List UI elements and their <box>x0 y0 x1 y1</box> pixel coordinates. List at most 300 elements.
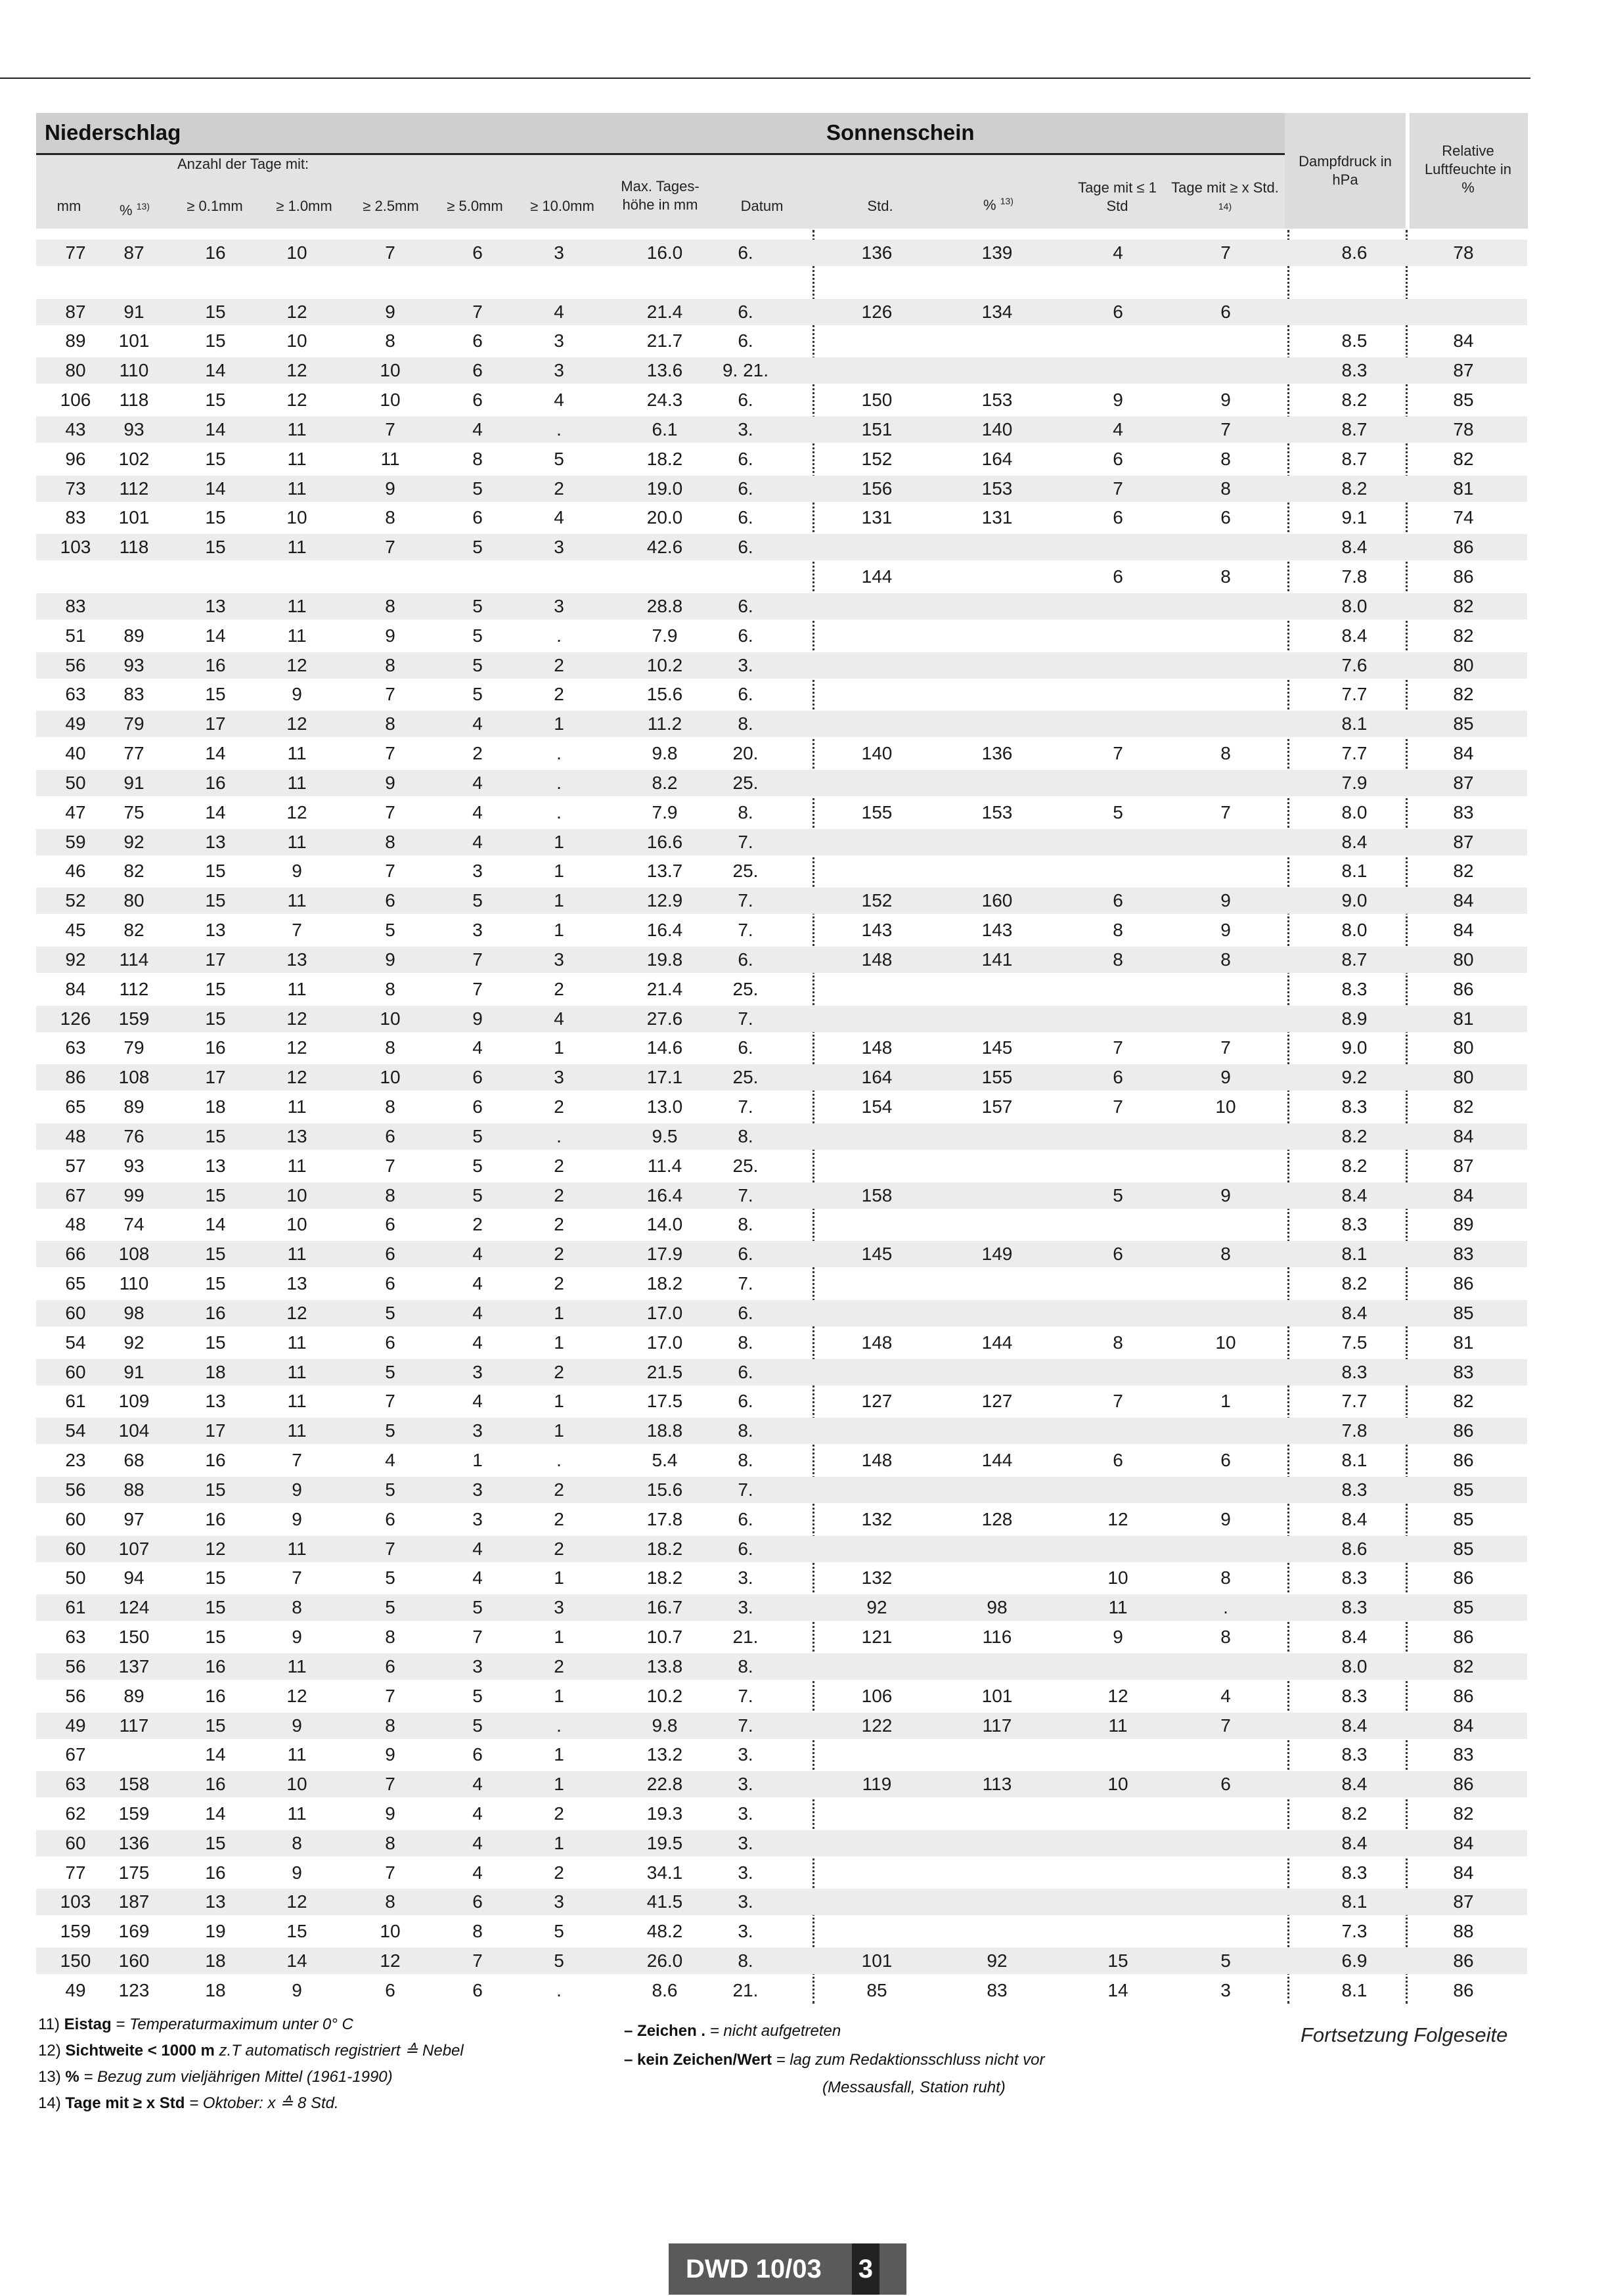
cell-d100: 1 <box>554 1302 564 1323</box>
cell-std: 132 <box>861 1567 893 1588</box>
cell-dampf: 8.2 <box>1341 1155 1368 1176</box>
cell-dampf: 8.6 <box>1341 1538 1368 1559</box>
cell-d01: 15 <box>205 1244 226 1265</box>
cell-feuchte: 86 <box>1453 1450 1474 1471</box>
cell-d50: 1 <box>472 1450 483 1471</box>
cell-d100: 5 <box>554 448 564 469</box>
cell-feuchte: 83 <box>1453 1361 1474 1382</box>
cell-d10: 11 <box>287 772 307 793</box>
cell-max: 10.2 <box>646 1685 683 1706</box>
cell-d100: 2 <box>554 1096 564 1117</box>
cell-d50: 2 <box>472 1214 483 1235</box>
cell-d01: 16 <box>205 1037 226 1058</box>
anzahl-label: Anzahl der Tage mit: <box>177 156 309 172</box>
cell-max: 13.8 <box>646 1655 683 1677</box>
footnote-14: 14) Tage mit ≥ x Std = Oktober: x ≙ 8 Std. <box>38 2094 339 2112</box>
cell-d50: 3 <box>472 1420 483 1441</box>
cell-feuchte: 82 <box>1453 861 1474 882</box>
cell-dampf: 6.9 <box>1341 1950 1368 1971</box>
cell-d100: 2 <box>554 1655 564 1677</box>
cell-max: 8.6 <box>652 1979 678 2000</box>
cell-dampf: 8.3 <box>1341 1361 1368 1382</box>
cell-dampf: 7.7 <box>1341 684 1368 705</box>
col-header-mm: mm <box>56 198 81 214</box>
cell-d50: 5 <box>472 537 483 558</box>
cell-tx: 6 <box>1220 301 1231 322</box>
cell-pct: 91 <box>123 1361 145 1382</box>
cell-d01: 17 <box>205 713 226 734</box>
cell-mm: 62 <box>65 1803 86 1824</box>
cell-d25: 5 <box>385 1567 395 1588</box>
cell-t1: 15 <box>1107 1950 1128 1971</box>
cell-d10: 10 <box>286 242 307 263</box>
cell-max: 9.5 <box>652 1125 678 1146</box>
cell-max: 13.2 <box>646 1744 683 1765</box>
cell-mm: 61 <box>65 1597 86 1618</box>
cell-d10: 11 <box>287 478 307 499</box>
cell-d100: 3 <box>554 1067 564 1088</box>
cell-tx: 8 <box>1220 1627 1231 1647</box>
cell-d100: 1 <box>554 1420 564 1441</box>
cell-feuchte: 84 <box>1453 890 1474 911</box>
cell-spct: 164 <box>981 448 1013 469</box>
cell-d50: 3 <box>472 861 483 882</box>
cell-d10: 9 <box>292 1715 302 1736</box>
cell-dampf: 7.3 <box>1341 1921 1368 1942</box>
cell-t1: 7 <box>1113 743 1123 764</box>
cell-tx: 9 <box>1220 890 1231 911</box>
cell-std: 136 <box>861 242 893 263</box>
cell-mm: 150 <box>60 1950 91 1971</box>
col-header-d50: ≥ 5.0mm <box>447 198 503 214</box>
cell-mm: 54 <box>65 1332 86 1353</box>
cell-d10: 10 <box>286 1184 307 1205</box>
col-header-d10: ≥ 1.0mm <box>276 198 332 214</box>
cell-pct: 160 <box>118 1950 150 1971</box>
cell-dampf: 9.0 <box>1341 890 1368 911</box>
cell-dampf: 8.4 <box>1341 1184 1368 1205</box>
cell-t1: 10 <box>1107 1774 1128 1795</box>
cell-spct: 149 <box>981 1244 1013 1265</box>
cell-d100: 2 <box>554 1155 564 1176</box>
cell-tx: 9 <box>1220 920 1231 941</box>
cell-max: 17.9 <box>646 1244 683 1265</box>
cell-pct: 112 <box>119 978 149 999</box>
cell-d50: 4 <box>472 831 483 852</box>
cell-tx: 4 <box>1220 1685 1231 1706</box>
cell-d25: 9 <box>385 301 395 322</box>
cell-d50: 6 <box>472 1744 483 1765</box>
cell-max: 18.8 <box>646 1420 683 1441</box>
cell-d10: 11 <box>287 1803 307 1824</box>
cell-d100: 2 <box>554 1244 564 1265</box>
cell-feuchte: 86 <box>1453 1979 1474 2000</box>
cell-d100: 2 <box>554 1361 564 1382</box>
cell-d25: 10 <box>380 1921 401 1942</box>
cell-d25: 7 <box>385 801 395 822</box>
top-rule <box>0 78 1530 79</box>
cell-datum: 8. <box>738 1125 753 1146</box>
cell-d01: 16 <box>205 1302 226 1323</box>
cell-d25: 6 <box>385 1332 395 1353</box>
cell-d25: 9 <box>385 949 395 970</box>
cell-d10: 11 <box>287 978 307 999</box>
cell-d25: 8 <box>385 507 395 528</box>
cell-pct: 89 <box>123 1685 145 1706</box>
cell-datum: 6. <box>738 1508 753 1529</box>
cell-d100: 3 <box>554 1597 564 1618</box>
cell-max: 16.7 <box>646 1597 683 1618</box>
cell-mm: 60 <box>65 1538 86 1559</box>
cell-d100: 4 <box>554 301 564 322</box>
cell-max: 17.8 <box>646 1508 683 1529</box>
cell-d25: 8 <box>385 1715 395 1736</box>
cell-d01: 15 <box>205 1567 226 1588</box>
cell-d01: 15 <box>205 978 226 999</box>
cell-max: 9.8 <box>652 743 678 764</box>
cell-datum: 7. <box>738 831 753 852</box>
cell-d100: . <box>556 772 562 793</box>
cell-dampf: 9.0 <box>1341 1037 1368 1058</box>
cell-pct: 93 <box>123 1155 145 1176</box>
cell-tx: 6 <box>1220 507 1231 528</box>
cell-mm: 50 <box>65 772 86 793</box>
cell-datum: 7. <box>738 1008 753 1029</box>
cell-mm: 60 <box>65 1508 86 1529</box>
cell-d10: 10 <box>286 330 307 351</box>
cell-feuchte: 84 <box>1453 743 1474 764</box>
cell-feuchte: 81 <box>1453 1008 1474 1029</box>
cell-spct: 101 <box>981 1685 1013 1706</box>
cell-pct: 175 <box>118 1862 150 1883</box>
cell-pct: 104 <box>118 1420 150 1441</box>
cell-datum: 8. <box>738 1950 753 1971</box>
cell-max: 13.7 <box>646 861 683 882</box>
cell-mm: 63 <box>65 1774 86 1795</box>
cell-max: 28.8 <box>646 595 683 616</box>
cell-d01: 13 <box>205 1155 226 1176</box>
col-header-d01: ≥ 0.1mm <box>187 198 243 214</box>
cell-datum: 6. <box>738 1037 753 1058</box>
cell-d01: 15 <box>205 1008 226 1029</box>
cell-dampf: 9.1 <box>1341 507 1368 528</box>
cell-d25: 12 <box>380 1950 401 1971</box>
cell-d50: 6 <box>472 1891 483 1912</box>
cell-d01: 16 <box>205 1450 226 1471</box>
cell-max: 19.8 <box>646 949 683 970</box>
cell-spct: 139 <box>981 242 1013 263</box>
cell-tx: 8 <box>1220 743 1231 764</box>
cell-feuchte: 80 <box>1453 654 1474 675</box>
cell-mm: 60 <box>65 1361 86 1382</box>
cell-max: 18.2 <box>646 1538 683 1559</box>
cell-d50: 4 <box>472 713 483 734</box>
cell-mm: 61 <box>65 1391 86 1412</box>
cell-dampf: 8.1 <box>1341 1891 1368 1912</box>
cell-tx: 8 <box>1220 949 1231 970</box>
cell-spct: 153 <box>981 478 1013 499</box>
cell-d10: 13 <box>286 1273 307 1294</box>
cell-feuchte: 74 <box>1453 507 1474 528</box>
cell-t1: 6 <box>1113 1450 1123 1471</box>
cell-dampf: 8.3 <box>1341 1597 1368 1618</box>
cell-d50: 6 <box>472 390 483 411</box>
cell-datum: 3. <box>738 1567 753 1588</box>
cell-std: 140 <box>861 743 893 764</box>
cell-d50: 6 <box>472 242 483 263</box>
cell-max: 9.8 <box>652 1715 678 1736</box>
cell-dampf: 8.4 <box>1341 625 1368 646</box>
cell-spct: 128 <box>981 1508 1013 1529</box>
cell-d100: 1 <box>554 1744 564 1765</box>
cell-tx: 10 <box>1215 1096 1236 1117</box>
cell-mm: 23 <box>65 1450 86 1471</box>
cell-dampf: 8.2 <box>1341 1803 1368 1824</box>
cell-max: 15.6 <box>646 684 683 705</box>
cell-mm: 56 <box>65 1685 86 1706</box>
cell-d50: 9 <box>472 1008 483 1029</box>
cell-max: 48.2 <box>646 1921 683 1942</box>
cell-d01: 15 <box>205 390 226 411</box>
cell-feuchte: 83 <box>1453 801 1474 822</box>
cell-mm: 54 <box>65 1420 86 1441</box>
cell-mm: 43 <box>65 418 86 439</box>
cell-d25: 5 <box>385 1302 395 1323</box>
cell-dampf: 8.3 <box>1341 1096 1368 1117</box>
cell-datum: 6. <box>738 1361 753 1382</box>
cell-std: 164 <box>861 1067 893 1088</box>
sonnenschein-rule <box>816 153 1285 155</box>
cell-t1: 6 <box>1113 301 1123 322</box>
cell-t1: 11 <box>1108 1597 1128 1618</box>
cell-tx: 8 <box>1220 1244 1231 1265</box>
cell-t1: 6 <box>1113 1067 1123 1088</box>
cell-d25: 5 <box>385 1361 395 1382</box>
cell-datum: 3. <box>738 1921 753 1942</box>
cell-tx: 7 <box>1220 1037 1231 1058</box>
cell-feuchte: 83 <box>1453 1744 1474 1765</box>
cell-mm: 49 <box>65 1979 86 2000</box>
cell-mm: 67 <box>65 1184 86 1205</box>
cell-d25: 5 <box>385 1479 395 1500</box>
cell-dampf: 8.4 <box>1341 1508 1368 1529</box>
cell-datum: 8. <box>738 1450 753 1471</box>
cell-datum: 25. <box>732 1155 759 1176</box>
cell-max: 21.4 <box>646 301 683 322</box>
cell-d10: 12 <box>286 654 307 675</box>
cell-d01: 14 <box>205 1214 226 1235</box>
cell-mm: 63 <box>65 1037 86 1058</box>
cell-d50: 5 <box>472 654 483 675</box>
cell-mm: 77 <box>65 242 86 263</box>
cell-dampf: 8.1 <box>1341 1450 1368 1471</box>
cell-d10: 12 <box>286 1685 307 1706</box>
cell-t1: 7 <box>1113 1096 1123 1117</box>
cell-d50: 4 <box>472 1244 483 1265</box>
cell-d50: 5 <box>472 890 483 911</box>
cell-dampf: 8.0 <box>1341 595 1368 616</box>
cell-datum: 7. <box>738 1184 753 1205</box>
cell-dampf: 7.8 <box>1341 1420 1368 1441</box>
cell-d25: 8 <box>385 1184 395 1205</box>
cell-feuchte: 85 <box>1453 1538 1474 1559</box>
cell-dampf: 8.4 <box>1341 1715 1368 1736</box>
cell-d50: 7 <box>472 1950 483 1971</box>
cell-d50: 7 <box>472 949 483 970</box>
cell-feuchte: 84 <box>1453 1832 1474 1853</box>
cell-d50: 3 <box>472 1508 483 1529</box>
cell-mm: 65 <box>65 1096 86 1117</box>
cell-feuchte: 80 <box>1453 1067 1474 1088</box>
cell-d10: 9 <box>292 1862 302 1883</box>
cell-dampf: 8.4 <box>1341 1302 1368 1323</box>
cell-dampf: 8.5 <box>1341 330 1368 351</box>
cell-d10: 13 <box>286 949 307 970</box>
cell-d100: 1 <box>554 1685 564 1706</box>
cell-d50: 3 <box>472 1655 483 1677</box>
cell-d10: 11 <box>287 1744 307 1765</box>
cell-t1: 9 <box>1113 390 1123 411</box>
cell-datum: 8. <box>738 713 753 734</box>
cell-d01: 15 <box>205 1184 226 1205</box>
cell-max: 6.1 <box>652 418 678 439</box>
cell-pct: 102 <box>118 448 150 469</box>
cell-d50: 4 <box>472 1302 483 1323</box>
cell-d01: 15 <box>205 861 226 882</box>
cell-std: 92 <box>866 1597 887 1618</box>
cell-max: 8.2 <box>652 772 678 793</box>
cell-d10: 11 <box>287 1655 307 1677</box>
cell-pct: 99 <box>123 1184 145 1205</box>
cell-mm: 126 <box>60 1008 91 1029</box>
cell-d50: 5 <box>472 684 483 705</box>
cell-d10: 12 <box>286 1008 307 1029</box>
continuation-note: Fortsetzung Folgeseite <box>1301 2023 1508 2046</box>
cell-d100: 3 <box>554 1891 564 1912</box>
cell-max: 18.2 <box>646 1567 683 1588</box>
footnote-12: 12) Sichtweite < 1000 m z.T automatisch registriert ≙ Nebel <box>38 2042 464 2060</box>
legend-zeichen: – Zeichen . = nicht aufgetreten <box>624 2022 841 2040</box>
cell-spct: 117 <box>982 1715 1012 1736</box>
cell-pct: 93 <box>123 654 145 675</box>
cell-d100: 2 <box>554 978 564 999</box>
cell-tx: 9 <box>1220 1067 1231 1088</box>
cell-datum: 3. <box>738 418 753 439</box>
cell-d50: 4 <box>472 1862 483 1883</box>
cell-d01: 14 <box>205 625 226 646</box>
cell-mm: 80 <box>65 360 86 381</box>
cell-d50: 6 <box>472 330 483 351</box>
cell-mm: 63 <box>65 1627 86 1647</box>
cell-d25: 6 <box>385 1508 395 1529</box>
cell-std: 148 <box>861 949 893 970</box>
cell-d25: 8 <box>385 330 395 351</box>
cell-d01: 15 <box>205 1125 226 1146</box>
cell-t1: 8 <box>1113 920 1123 941</box>
cell-mm: 89 <box>65 330 86 351</box>
cell-d01: 13 <box>205 920 226 941</box>
cell-feuchte: 81 <box>1453 1332 1474 1353</box>
cell-d10: 11 <box>287 743 307 764</box>
cell-d25: 7 <box>385 1391 395 1412</box>
cell-spct: 145 <box>981 1037 1013 1058</box>
cell-datum: 6. <box>738 330 753 351</box>
cell-d50: 7 <box>472 1627 483 1647</box>
cell-max: 19.3 <box>646 1803 683 1824</box>
cell-pct: 118 <box>119 537 149 558</box>
cell-pct: 83 <box>123 684 145 705</box>
cell-d10: 11 <box>287 418 307 439</box>
cell-feuchte: 81 <box>1453 478 1474 499</box>
cell-pct: 79 <box>123 713 145 734</box>
cell-d10: 11 <box>287 537 307 558</box>
cell-t1: 12 <box>1107 1685 1128 1706</box>
cell-d25: 7 <box>385 537 395 558</box>
cell-datum: 6. <box>738 1391 753 1412</box>
cell-mm: 83 <box>65 595 86 616</box>
cell-d50: 5 <box>472 1184 483 1205</box>
cell-d10: 12 <box>286 1067 307 1088</box>
cell-dampf: 8.6 <box>1341 242 1368 263</box>
cell-d50: 4 <box>472 1832 483 1853</box>
cell-tx: 8 <box>1220 478 1231 499</box>
cell-dampf: 8.4 <box>1341 1627 1368 1647</box>
cell-pct: 98 <box>123 1302 145 1323</box>
cell-d100: . <box>556 1979 562 2000</box>
cell-d100: 2 <box>554 1184 564 1205</box>
cell-spct: 92 <box>987 1950 1008 1971</box>
legend-kein-zeichen: – kein Zeichen/Wert = lag zum Redaktionsschluss nicht vor <box>624 2051 1045 2069</box>
cell-max: 17.0 <box>646 1302 683 1323</box>
cell-datum: 7. <box>738 890 753 911</box>
col-header-datum: Datum <box>740 198 784 214</box>
cell-d10: 11 <box>287 1244 307 1265</box>
cell-max: 16.4 <box>646 920 683 941</box>
cell-std: 144 <box>861 566 893 587</box>
cell-max: 18.2 <box>646 1273 683 1294</box>
cell-d100: 2 <box>554 1862 564 1883</box>
cell-d25: 7 <box>385 1155 395 1176</box>
cell-d50: 4 <box>472 1332 483 1353</box>
luftfeuchte-header: Relative Luftfeuchte in % <box>1424 143 1512 196</box>
cell-d10: 9 <box>292 684 302 705</box>
cell-dampf: 8.3 <box>1341 1479 1368 1500</box>
cell-d100: 2 <box>554 1538 564 1559</box>
cell-max: 13.6 <box>646 360 683 381</box>
cell-pct: 91 <box>123 301 145 322</box>
cell-d25: 7 <box>385 1538 395 1559</box>
cell-d50: 4 <box>472 772 483 793</box>
cell-t1: 6 <box>1113 890 1123 911</box>
cell-dampf: 8.1 <box>1341 1244 1368 1265</box>
cell-dampf: 7.9 <box>1341 772 1368 793</box>
cell-d100: 2 <box>554 478 564 499</box>
cell-dampf: 8.0 <box>1341 1655 1368 1677</box>
cell-d100: 2 <box>554 684 564 705</box>
cell-d25: 6 <box>385 1273 395 1294</box>
cell-feuchte: 82 <box>1453 595 1474 616</box>
cell-mm: 51 <box>65 625 86 646</box>
cell-mm: 48 <box>65 1125 86 1146</box>
cell-std: 152 <box>861 448 893 469</box>
legend-kein-zeichen-detail: (Messausfall, Station ruht) <box>822 2079 1006 2096</box>
cell-datum: 25. <box>732 978 759 999</box>
cell-spct: 153 <box>981 390 1013 411</box>
cell-mm: 49 <box>65 713 86 734</box>
cell-tx: 9 <box>1220 1508 1231 1529</box>
cell-t1: 5 <box>1113 1184 1123 1205</box>
cell-std: 121 <box>861 1627 893 1647</box>
